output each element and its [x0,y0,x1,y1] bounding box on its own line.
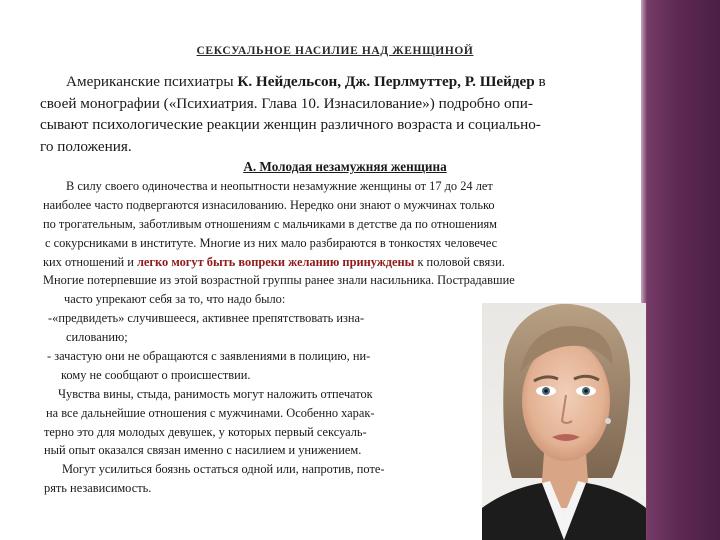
body-line-end: к половой связи. [414,254,505,269]
intro-tail: в [534,73,546,90]
body-line: наиболее часто подвергаются изнасилованию. Нередко они знают о мужчинах только [43,197,495,212]
body-line: по трогательным, заботливым отношениям с мальчиками в детстве да по отношениям [43,216,498,231]
intro-lead: Американские психиатры [66,73,238,90]
body-line: - зачастую они не обращаются с заявлениями в полицию, ни- [47,349,371,364]
body-line: ный опыт оказался связан именно с насилием и унижением. [44,443,362,458]
intro-line-1 [40,71,645,93]
portrait-photo [482,303,646,540]
intro-line-2: своей монографии («Психиатрия. Глава 10. Изнасилование») подробно опи- [40,94,533,112]
section-subheading: А. Молодая незамужняя женщина [243,159,447,174]
body-line: рять независимость. [44,481,152,496]
slide-title: СЕКСУАЛЬНОЕ НАСИЛИЕ НАД ЖЕНЩИНОЙ [196,45,474,57]
decorative-side-band [641,0,720,540]
body-line: кому не сообщают о происшествии. [61,367,251,382]
body-line: с сокурсниками в институте. Многие из них мало разбираются в тонкостях человечес [45,235,498,250]
woman-portrait-image [482,303,646,540]
body-line [43,253,515,272]
intro-authors: К. Нейдельсон, Дж. Перлмуттер, Р. Шейдер [237,73,535,90]
intro-line-4: го положения. [40,137,132,155]
body-line: часто упрекают себя за то, что надо было: [64,292,286,307]
body-line: Многие потерпевшие из этой возрастной группы ранее знали насильника. Пострадавшие [43,273,515,288]
body-line: Чувства вины, стыда, ранимость могут наложить отпечаток [58,386,373,401]
body-line: силованию; [66,330,128,345]
body-line: Могут усилиться боязнь остаться одной или, напротив, поте- [62,462,385,477]
body-line: В силу своего одиночества и неопытности незамужние женщины от 17 до 24 лет [66,179,493,193]
highlighted-phrase: легко могут быть вопреки желанию принуждены [136,254,415,269]
body-line: на все дальнейшие отношения с мужчинами. Особенно харак- [46,405,375,420]
body-line-start: ких отношений и [43,254,137,269]
body-line: терно это для молодых девушек, у которых первый сексуаль- [44,424,367,439]
intro-line-3: сывают психологические реакции женщин различного возраста и социально- [40,116,541,133]
body-text [44,177,515,498]
intro-paragraph [40,71,645,157]
body-line: -«предвидеть» случившееся, активнее препятствовать изна- [48,311,365,326]
